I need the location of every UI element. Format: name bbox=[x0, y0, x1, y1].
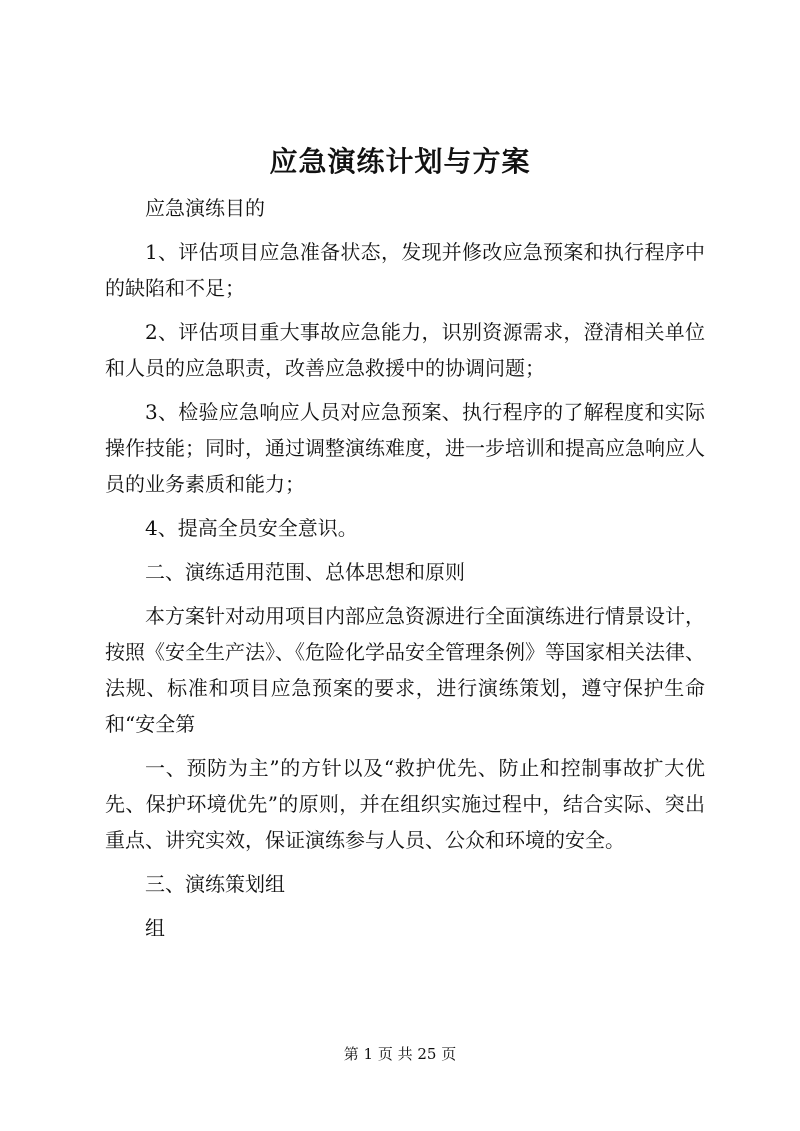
paragraph-item-2: 2、评估项目重大事故应急能力，识别资源需求，澄清相关单位和人员的应急职责，改善应急救援中的协调问题； bbox=[105, 320, 705, 380]
page-footer: 第 1 页 共 25 页 bbox=[343, 1045, 457, 1063]
paragraph-item-1: 1、评估项目应急准备状态，发现并修改应急预案和执行程序中的缺陷和不足； bbox=[105, 240, 705, 300]
document-title: 应急演练计划与方案 bbox=[269, 145, 531, 178]
paragraph-scope-body: 本方案针对动用项目内部应急资源进行全面演练进行情景设计，按照《安全生产法》、《危险化学品安全管理条例》等国家相关法律、法规、标准和项目应急预案的要求，进行演练策划，遵守保护生命和“安全第 bbox=[105, 604, 705, 736]
paragraph-principles: 一、预防为主”的方针以及“救护优先、防止和控制事故扩大优先、保护环境优先”的原则，并在组织实施过程中，结合实际、突出重点、讲究实效，保证演练参与人员、公众和环境的安全。 bbox=[105, 756, 705, 852]
paragraph-item-4: 4、提高全员安全意识。 bbox=[145, 516, 358, 540]
paragraph-purpose-heading: 应急演练目的 bbox=[145, 196, 265, 220]
section-heading-scope: 二、演练适用范围、总体思想和原则 bbox=[145, 560, 465, 584]
document-body bbox=[105, 190, 705, 954]
paragraph-group: 组 bbox=[145, 916, 165, 940]
section-heading-planning-group: 三、演练策划组 bbox=[145, 872, 285, 896]
paragraph-item-3: 3、检验应急响应人员对应急预案、执行程序的了解程度和实际操作技能；同时，通过调整演练难度，进一步培训和提高应急响应人员的业务素质和能力； bbox=[105, 400, 705, 496]
